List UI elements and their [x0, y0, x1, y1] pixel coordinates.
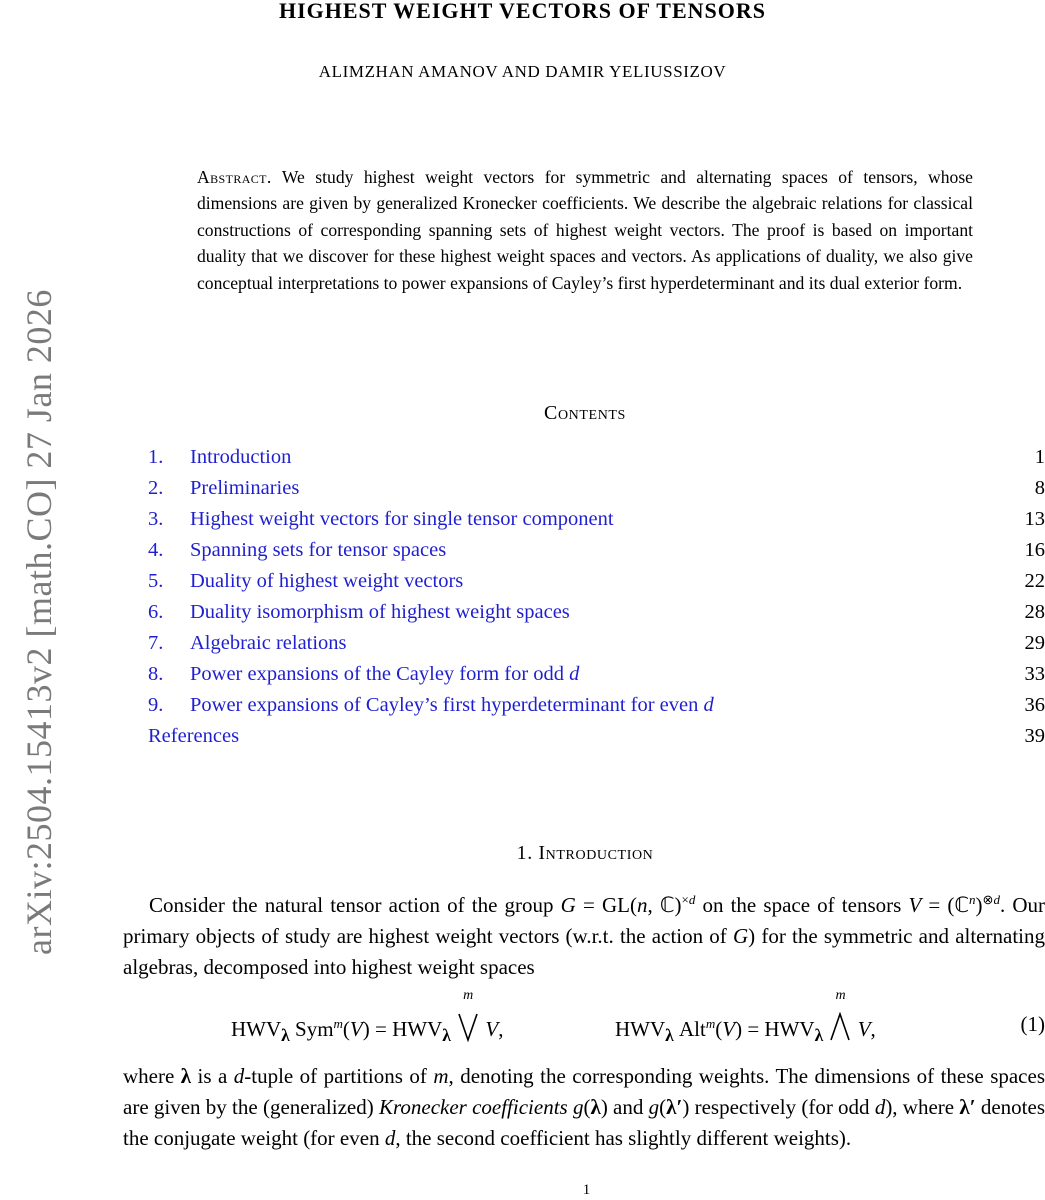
- toc-entry-page: 13: [1024, 508, 1045, 530]
- toc-entry-introduction[interactable]: [148, 446, 1045, 477]
- toc-entry-preliminaries[interactable]: [148, 477, 1045, 508]
- toc-entry-number[interactable]: 1.: [148, 446, 164, 468]
- toc-entry-page: 28: [1024, 601, 1045, 623]
- toc-entry-link[interactable]: Duality isomorphism of highest weight spaces: [190, 601, 570, 623]
- toc-entry-page: 1: [1034, 446, 1045, 468]
- abstract-label: Abstract.: [197, 167, 272, 187]
- toc-entry-hyperdeterminant[interactable]: [148, 694, 1045, 725]
- big-wedge-symbol: m: [828, 1012, 852, 1042]
- section-title: Introduction: [538, 842, 654, 864]
- toc-entry-references[interactable]: [148, 725, 1045, 756]
- toc-entry-link-text[interactable]: Power expansions of the Cayley form for odd: [190, 663, 565, 685]
- section-heading: [0, 842, 1045, 865]
- toc-entry-link[interactable]: Duality of highest weight vectors: [190, 570, 464, 592]
- toc-entry-single-tensor[interactable]: [148, 508, 1045, 539]
- paper-authors: ALIMZHAN AMANOV AND DAMIR YELIUSSIZOV: [318, 62, 727, 81]
- toc-entry-link[interactable]: References: [148, 725, 240, 747]
- intro-paragraph-1: Consider the natural tensor action of the group G = GL(n, ℂ)$^{\times d}$ on the space of tensors V = (ℂ$^n$)$^{\otimes d}$. Our primary objects of study are highest weight vectors (w.r.t. the action of G) for the symmetric and alternating algebras, decomposed into highest weight spaces: [123, 892, 1045, 979]
- big-vee-symbol: m: [456, 1012, 480, 1042]
- equation-1-right: $HWV_\lambda$ $Alt^m(V) = HWV_\lambda$ m V,: [615, 988, 876, 1046]
- abstract-text: We study highest weight vectors for symmetric and alternating spaces of tensors, whose dimensions are given by generalized Kronecker coefficients. We describe the algebraic relations for classical constructions of corresponding spanning sets of highest weight vectors. The proof is based on important duality that we discover for these highest weight spaces and vectors. As applications of duality, we also give conceptual interpretations to power expansions of Cayley’s first hyperdeterminant and its dual exterior form.: [197, 167, 973, 293]
- toc-entry-link[interactable]: Preliminaries: [190, 477, 300, 499]
- toc-entry-algebraic-relations[interactable]: [148, 632, 1045, 663]
- toc-entry-number[interactable]: 6.: [148, 601, 164, 623]
- toc-entry-number[interactable]: 3.: [148, 508, 164, 530]
- intro-paragraph-2: where λ is a d-tuple of partitions of m, denoting the corresponding weights. The dimensions of these spaces are given by the (generalized) Kronecker coefficients g(λ) and g(λ′) respectively (for odd d), where λ′ denotes the conjugate weight (for even d, the second coefficient has slightly different weights).: [123, 1064, 1045, 1150]
- toc-entry-number[interactable]: 2.: [148, 477, 164, 499]
- toc-entry-spanning-sets[interactable]: [148, 539, 1045, 570]
- arxiv-stamp[interactable]: arXiv:2504.15413v2 [math.CO] 27 Jan 2026: [19, 289, 59, 955]
- toc-entry-page: 8: [1034, 477, 1045, 499]
- toc-entry-page: 36: [1024, 694, 1045, 716]
- abstract: [197, 164, 973, 296]
- contents-heading: Contents: [544, 402, 626, 424]
- table-of-contents: [148, 446, 1045, 756]
- toc-entry-link[interactable]: Highest weight vectors for single tensor component: [190, 508, 614, 530]
- toc-entry-number[interactable]: 7.: [148, 632, 164, 654]
- toc-entry-link-text[interactable]: Power expansions of Cayley’s first hyperdeterminant for even: [190, 694, 699, 716]
- paper-title: HIGHEST WEIGHT VECTORS OF TENSORS: [278, 0, 767, 23]
- toc-entry-duality-isomorphism[interactable]: [148, 601, 1045, 632]
- toc-entry-link[interactable]: [190, 663, 579, 686]
- toc-entry-link[interactable]: Spanning sets for tensor spaces: [190, 539, 447, 561]
- equation-number: (1): [1020, 1012, 1045, 1036]
- toc-entry-page: 33: [1024, 663, 1045, 685]
- toc-entry-number[interactable]: 4.: [148, 539, 164, 561]
- toc-entry-page: 22: [1024, 570, 1045, 592]
- toc-entry-page: 39: [1024, 725, 1045, 747]
- equation-1: [123, 990, 1045, 1050]
- toc-entry-number[interactable]: 5.: [148, 570, 164, 592]
- section-number: 1.: [516, 842, 533, 864]
- page-number: 1: [582, 1182, 591, 1198]
- toc-entry-cayley-form[interactable]: [148, 663, 1045, 694]
- toc-entry-page: 16: [1024, 539, 1045, 561]
- toc-entry-number[interactable]: 8.: [148, 663, 164, 685]
- toc-entry-link[interactable]: [190, 694, 714, 717]
- toc-entry-page: 29: [1024, 632, 1045, 654]
- toc-entry-link-var[interactable]: d: [703, 694, 714, 716]
- toc-entry-duality-vectors[interactable]: [148, 570, 1045, 601]
- toc-entry-number[interactable]: 9.: [148, 694, 164, 716]
- equation-1-left: $HWV_\lambda$ $Sym^m(V) = HWV_\lambda$ m V,: [231, 988, 504, 1046]
- toc-entry-link[interactable]: Algebraic relations: [190, 632, 347, 654]
- toc-entry-link-var[interactable]: d: [569, 663, 580, 685]
- toc-entry-link[interactable]: Introduction: [190, 446, 292, 468]
